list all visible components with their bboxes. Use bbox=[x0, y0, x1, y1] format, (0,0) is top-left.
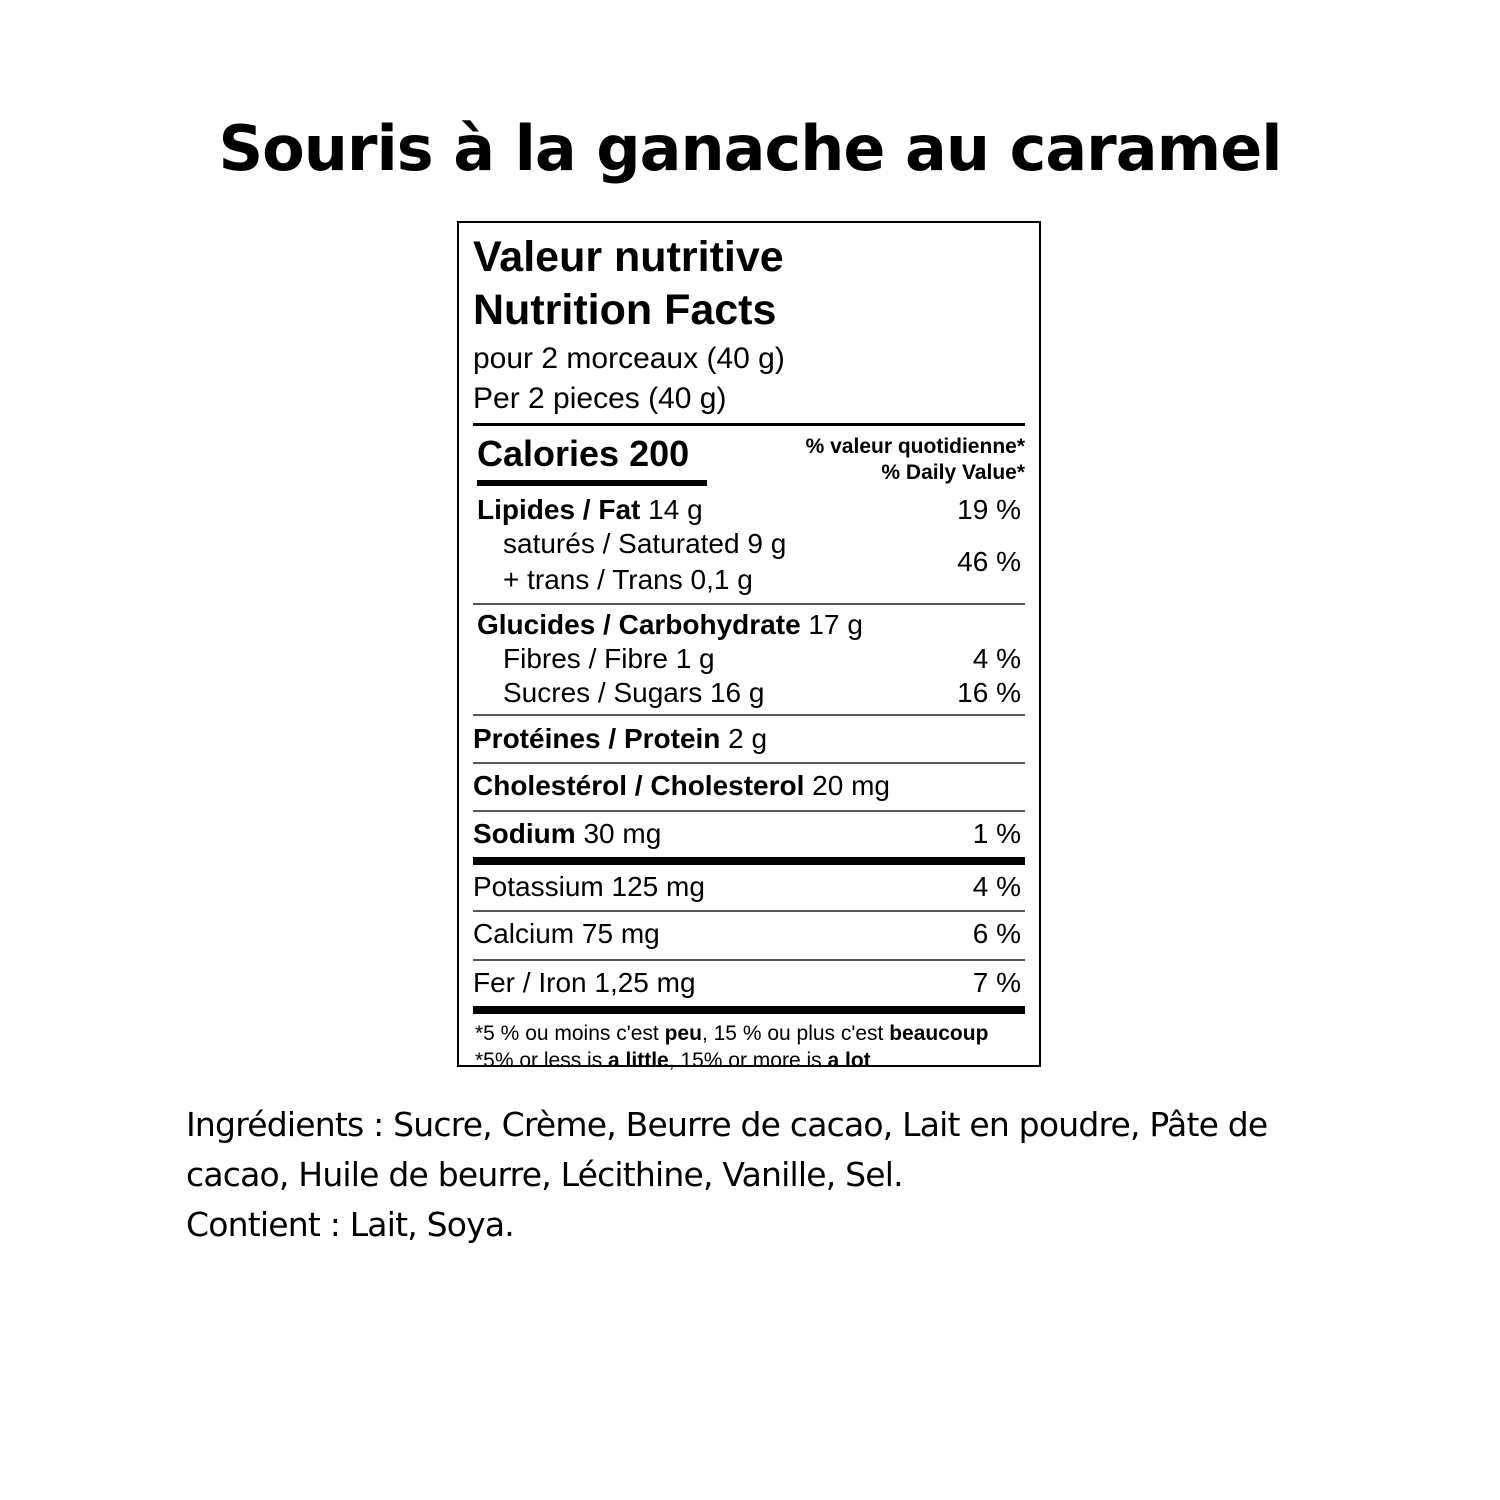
sodium-amount: 30 mg bbox=[575, 818, 662, 849]
sodium-label: Sodium bbox=[473, 818, 576, 849]
divider bbox=[473, 910, 1025, 912]
carbohydrate-row bbox=[473, 608, 1025, 642]
protein-label: Protéines / Protein bbox=[473, 723, 721, 754]
calories-row bbox=[473, 426, 1025, 494]
cholesterol-label: Cholestérol / Cholesterol bbox=[473, 770, 805, 801]
fibre-dv: 4 % bbox=[972, 643, 1021, 674]
daily-value-footnote bbox=[473, 1014, 1025, 1074]
divider-heavy bbox=[473, 1006, 1025, 1014]
protein-row bbox=[473, 722, 1025, 756]
fibre-label: Fibres / Fibre 1 g bbox=[503, 643, 715, 674]
trans-label: + trans / Trans 0,1 g bbox=[503, 564, 753, 595]
calories: Calories 200 bbox=[477, 433, 690, 474]
serving-size-fr: pour 2 morceaux (40 g) bbox=[473, 342, 785, 375]
divider bbox=[473, 603, 1025, 605]
sugars-row bbox=[473, 676, 1025, 710]
cholesterol-amount: 20 mg bbox=[804, 770, 891, 801]
allergens-line: Contient : Lait, Soya. bbox=[186, 1205, 514, 1244]
daily-value-header-en: % Daily Value* bbox=[881, 461, 1025, 484]
calcium-dv: 6 % bbox=[972, 918, 1021, 949]
footnote-fr: *5 % ou moins c'est peu, 15 % ou plus c'est beaucoup bbox=[475, 1022, 989, 1045]
sugars-dv: 16 % bbox=[957, 677, 1021, 708]
ingredients-line-1: Ingrédients : Sucre, Crème, Beurre de cacao, Lait en poudre, Pâte de bbox=[186, 1105, 1268, 1144]
footnote-en: *5% or less is a little, 15% or more is a lot bbox=[475, 1049, 871, 1072]
ingredients-line-2: cacao, Huile de beurre, Lécithine, Vanille, Sel. bbox=[186, 1155, 903, 1194]
divider bbox=[473, 810, 1025, 812]
trans-row bbox=[473, 546, 1025, 599]
divider bbox=[473, 959, 1025, 961]
serving-size-en: Per 2 pieces (40 g) bbox=[473, 382, 727, 415]
potassium-dv: 4 % bbox=[972, 871, 1021, 902]
carbohydrate-amount: 17 g bbox=[800, 609, 863, 640]
calories-underline bbox=[477, 480, 707, 486]
cholesterol-row bbox=[473, 769, 1025, 803]
nutrition-heading-fr: Valeur nutritive bbox=[473, 233, 784, 281]
fat-dv: 19 % bbox=[957, 494, 1021, 525]
fibre-row bbox=[473, 642, 1025, 676]
calcium-label: Calcium 75 mg bbox=[473, 918, 660, 949]
iron-row bbox=[473, 966, 1025, 1000]
daily-value-header-fr: % valeur quotidienne* bbox=[805, 435, 1025, 458]
carbohydrate-label: Glucides / Carbohydrate bbox=[477, 609, 801, 640]
fat-label: Lipides / Fat bbox=[477, 494, 641, 525]
potassium-row bbox=[473, 870, 1025, 904]
iron-dv: 7 % bbox=[972, 967, 1021, 998]
potassium-label: Potassium 125 mg bbox=[473, 871, 705, 902]
protein-amount: 2 g bbox=[720, 723, 768, 754]
divider bbox=[473, 762, 1025, 764]
fat-amount: 14 g bbox=[640, 494, 703, 525]
sugars-label: Sucres / Sugars 16 g bbox=[503, 677, 765, 708]
product-title: Souris à la ganache au caramel bbox=[218, 112, 1282, 185]
ingredients-text bbox=[186, 1100, 1346, 1250]
daily-value-header bbox=[806, 434, 1025, 486]
saturated-row bbox=[473, 527, 1025, 561]
sodium-dv: 1 % bbox=[972, 818, 1021, 849]
divider bbox=[473, 714, 1025, 716]
iron-label: Fer / Iron 1,25 mg bbox=[473, 967, 696, 998]
nutrition-heading-en: Nutrition Facts bbox=[473, 286, 777, 334]
nutrition-facts-table bbox=[457, 221, 1041, 1072]
sodium-row bbox=[473, 817, 1025, 851]
saturated-trans-dv: 46 % bbox=[957, 546, 1021, 577]
fat-row bbox=[473, 493, 1025, 527]
divider-heavy bbox=[473, 857, 1025, 865]
calcium-row bbox=[473, 917, 1025, 951]
saturated-label: saturés / Saturated 9 g bbox=[503, 528, 787, 559]
